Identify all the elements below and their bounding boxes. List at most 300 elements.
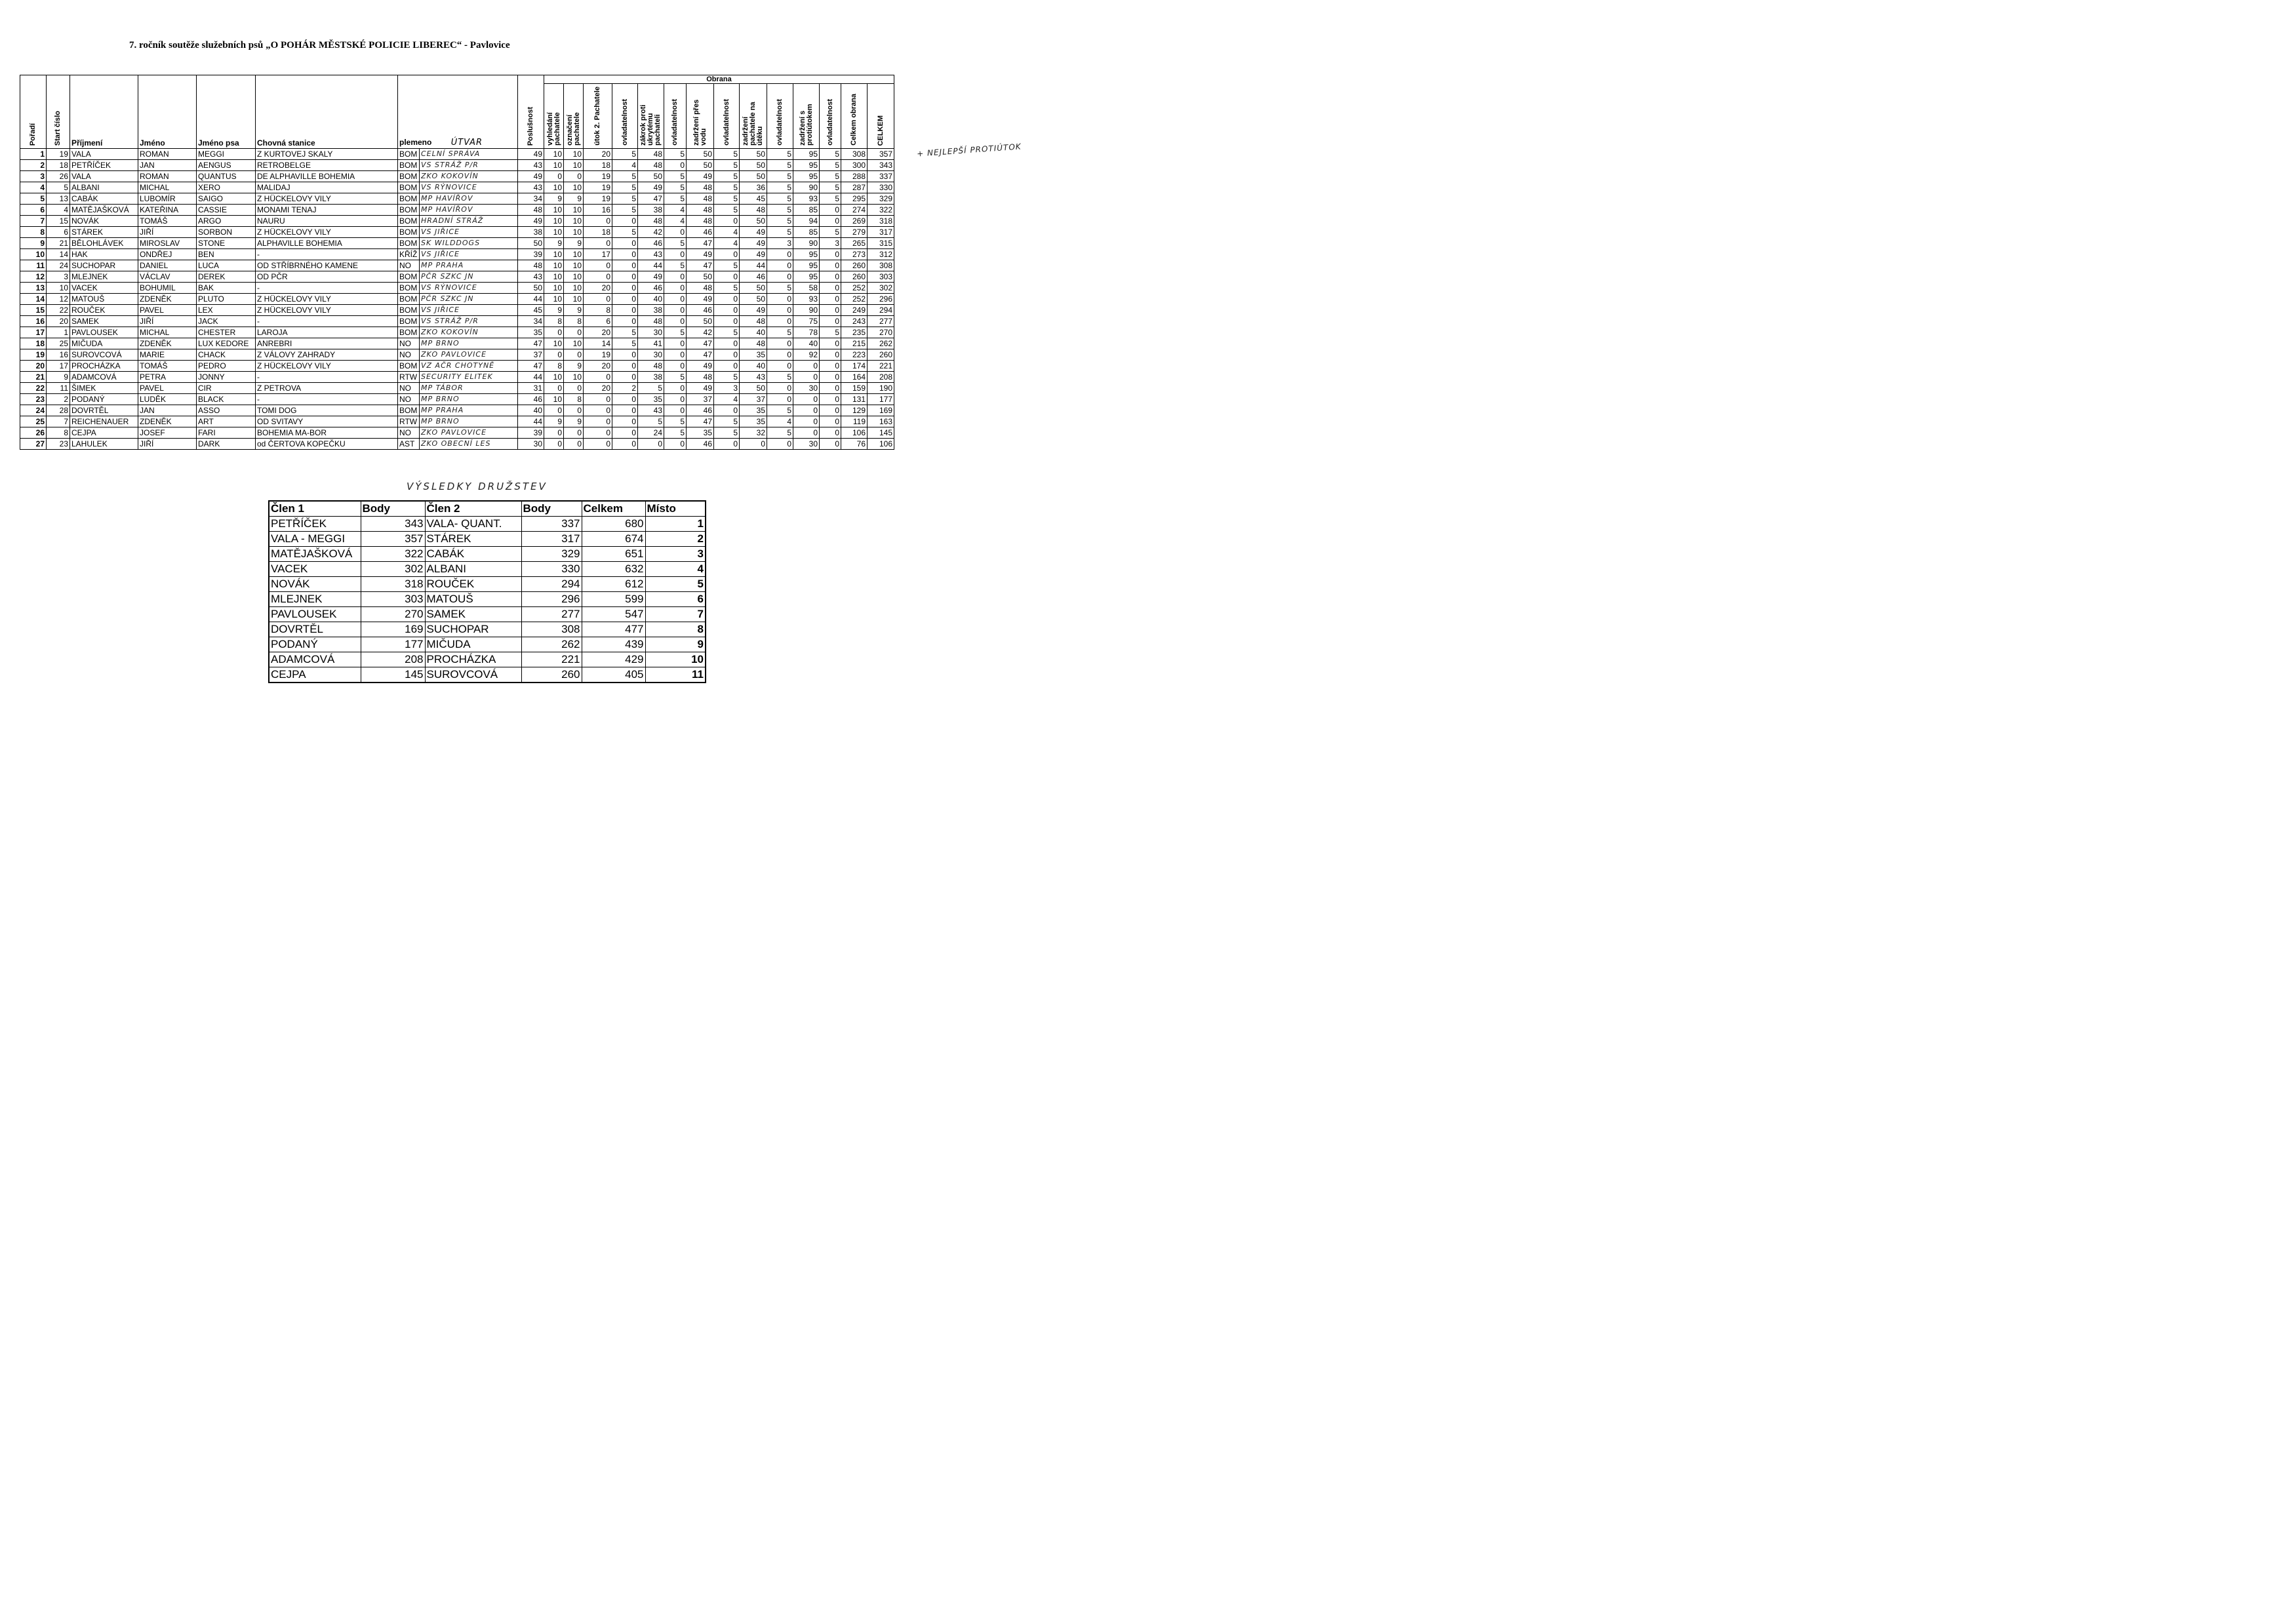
cell-control1: 0 (612, 361, 638, 372)
cell-unit: MP PRAHA (420, 260, 518, 271)
cell-rank: 8 (20, 227, 47, 238)
cell-search: 0 (544, 427, 564, 439)
table-row (20, 249, 894, 260)
cell-obedience: 50 (518, 283, 544, 294)
cell-attack2: 19 (584, 349, 612, 361)
cell-identify: 10 (564, 182, 584, 193)
cell-kennel: Z KURTOVEJ SKALY (256, 149, 398, 160)
table-row (20, 394, 894, 405)
team-cell-team-total: 632 (582, 562, 645, 577)
cell-total: 190 (868, 383, 894, 394)
cell-counterattack: 94 (793, 216, 820, 227)
cell-breed: NO (398, 349, 420, 361)
table-row (20, 361, 894, 372)
cell-identify: 0 (564, 405, 584, 416)
cell-dog-name: FARI (197, 427, 256, 439)
team-results-body (269, 517, 706, 683)
cell-breed: BOM (398, 182, 420, 193)
cell-control3: 5 (714, 260, 740, 271)
cell-rank: 24 (20, 405, 47, 416)
cell-obedience: 48 (518, 260, 544, 271)
header-ovl3: ovladatelnost (714, 84, 740, 149)
cell-control1: 2 (612, 383, 638, 394)
cell-rank: 27 (20, 439, 47, 450)
cell-control4: 0 (767, 271, 793, 283)
cell-obedience: 45 (518, 305, 544, 316)
cell-control4: 0 (767, 260, 793, 271)
team-cell-team-total: 429 (582, 652, 645, 667)
team-header-misto: Místo (645, 501, 706, 517)
cell-first-name: ZDENĚK (138, 338, 197, 349)
cell-counterattack: 30 (793, 383, 820, 394)
cell-defense-total: 295 (841, 193, 868, 205)
cell-escape: 50 (740, 283, 767, 294)
cell-breed: BOM (398, 405, 420, 416)
cell-breed: BOM (398, 171, 420, 182)
cell-surname: MATĚJAŠKOVÁ (70, 205, 138, 216)
cell-dog-name: ASSO (197, 405, 256, 416)
cell-first-name: MARIE (138, 349, 197, 361)
cell-kennel: RETROBELGE (256, 160, 398, 171)
team-cell-member2: ROUČEK (425, 577, 521, 592)
cell-control3: 0 (714, 305, 740, 316)
cell-search: 9 (544, 238, 564, 249)
cell-dog-name: JONNY (197, 372, 256, 383)
cell-attack2: 0 (584, 394, 612, 405)
cell-control2: 0 (664, 271, 687, 283)
page-title: 7. ročník soutěže služebních psů „O POHÁR MĚSTSKÉ POLICIE LIBEREC“ - Pavlovice (129, 40, 510, 50)
cell-control4: 0 (767, 294, 793, 305)
cell-total: 177 (868, 394, 894, 405)
cell-kennel: od ČERTOVA KOPEČKU (256, 439, 398, 450)
header-ovl2: ovladatelnost (664, 84, 687, 149)
cell-kennel: MALIDAJ (256, 182, 398, 193)
cell-first-name: JIŘÍ (138, 439, 197, 450)
team-cell-place: 7 (645, 607, 706, 622)
cell-control4: 0 (767, 338, 793, 349)
cell-kennel: ALPHAVILLE BOHEMIA (256, 238, 398, 249)
cell-control5: 0 (820, 349, 841, 361)
cell-kennel: Z PETROVA (256, 383, 398, 394)
cell-identify: 8 (564, 316, 584, 327)
team-row (269, 652, 706, 667)
team-cell-team-total: 651 (582, 547, 645, 562)
team-cell-team-total: 547 (582, 607, 645, 622)
cell-control2: 0 (664, 294, 687, 305)
cell-obedience: 44 (518, 416, 544, 427)
cell-hidden: 41 (638, 338, 664, 349)
team-cell-member1: CEJPA (269, 667, 361, 683)
team-cell-place: 4 (645, 562, 706, 577)
cell-identify: 10 (564, 260, 584, 271)
cell-rank: 14 (20, 294, 47, 305)
team-cell-member2: MATOUŠ (425, 592, 521, 607)
cell-rank: 11 (20, 260, 47, 271)
header-plemeno-utvar (398, 75, 518, 149)
cell-control1: 0 (612, 416, 638, 427)
cell-obedience: 43 (518, 271, 544, 283)
cell-search: 0 (544, 439, 564, 450)
header-ovl5: ovladatelnost (820, 84, 841, 149)
cell-search: 10 (544, 372, 564, 383)
cell-surname: REICHENAUER (70, 416, 138, 427)
cell-escape: 35 (740, 405, 767, 416)
cell-hidden: 48 (638, 316, 664, 327)
cell-obedience: 43 (518, 160, 544, 171)
cell-dog-name: ARGO (197, 216, 256, 227)
cell-identify: 10 (564, 271, 584, 283)
cell-control4: 5 (767, 283, 793, 294)
cell-defense-total: 223 (841, 349, 868, 361)
team-cell-points1: 303 (361, 592, 425, 607)
cell-surname: CABÁK (70, 193, 138, 205)
cell-attack2: 20 (584, 361, 612, 372)
cell-control4: 5 (767, 193, 793, 205)
cell-breed: BOM (398, 227, 420, 238)
cell-total: 308 (868, 260, 894, 271)
team-row (269, 532, 706, 547)
cell-water: 49 (687, 171, 714, 182)
cell-attack2: 6 (584, 316, 612, 327)
cell-control3: 5 (714, 327, 740, 338)
cell-obedience: 46 (518, 394, 544, 405)
cell-defense-total: 106 (841, 427, 868, 439)
cell-escape: 49 (740, 305, 767, 316)
cell-dog-name: MEGGI (197, 149, 256, 160)
cell-start-number: 26 (47, 171, 70, 182)
cell-control2: 0 (664, 439, 687, 450)
cell-attack2: 0 (584, 271, 612, 283)
cell-unit: MP TÁBOR (420, 383, 518, 394)
team-cell-points2: 260 (521, 667, 582, 683)
cell-control3: 5 (714, 149, 740, 160)
cell-rank: 26 (20, 427, 47, 439)
cell-defense-total: 265 (841, 238, 868, 249)
cell-start-number: 21 (47, 238, 70, 249)
team-cell-member2: VALA- QUANT. (425, 517, 521, 532)
cell-breed: RTW (398, 416, 420, 427)
team-cell-points1: 169 (361, 622, 425, 637)
table-row (20, 216, 894, 227)
cell-unit: VS RÝNOVICE (420, 182, 518, 193)
cell-control2: 0 (664, 338, 687, 349)
cell-counterattack: 0 (793, 427, 820, 439)
cell-dog-name: ART (197, 416, 256, 427)
team-cell-points1: 208 (361, 652, 425, 667)
cell-obedience: 49 (518, 149, 544, 160)
team-cell-member2: SAMEK (425, 607, 521, 622)
cell-obedience: 39 (518, 427, 544, 439)
cell-kennel: - (256, 372, 398, 383)
cell-control3: 5 (714, 427, 740, 439)
cell-control5: 0 (820, 294, 841, 305)
header-zadrzeni-voda: zadržení přes vodu (687, 84, 714, 149)
cell-first-name: BOHUMIL (138, 283, 197, 294)
cell-control1: 0 (612, 405, 638, 416)
cell-kennel: LAROJA (256, 327, 398, 338)
cell-counterattack: 90 (793, 182, 820, 193)
cell-control2: 5 (664, 327, 687, 338)
cell-surname: BĚLOHLÁVEK (70, 238, 138, 249)
cell-defense-total: 252 (841, 294, 868, 305)
cell-control1: 5 (612, 193, 638, 205)
cell-surname: ROUČEK (70, 305, 138, 316)
cell-control5: 0 (820, 216, 841, 227)
cell-breed: BOM (398, 238, 420, 249)
cell-counterattack: 95 (793, 271, 820, 283)
cell-control2: 0 (664, 249, 687, 260)
team-cell-place: 11 (645, 667, 706, 683)
cell-total: 330 (868, 182, 894, 193)
cell-first-name: TOMÁŠ (138, 361, 197, 372)
cell-control2: 5 (664, 260, 687, 271)
cell-obedience: 47 (518, 361, 544, 372)
team-cell-member1: MATĚJAŠKOVÁ (269, 547, 361, 562)
table-row (20, 160, 894, 171)
team-cell-place: 3 (645, 547, 706, 562)
cell-kennel: ANREBRI (256, 338, 398, 349)
cell-dog-name: XERO (197, 182, 256, 193)
cell-water: 46 (687, 227, 714, 238)
cell-dog-name: DARK (197, 439, 256, 450)
cell-defense-total: 273 (841, 249, 868, 260)
team-row (269, 547, 706, 562)
team-cell-points1: 357 (361, 532, 425, 547)
cell-control1: 5 (612, 227, 638, 238)
cell-control4: 5 (767, 149, 793, 160)
cell-hidden: 50 (638, 171, 664, 182)
cell-control4: 5 (767, 160, 793, 171)
team-cell-points2: 308 (521, 622, 582, 637)
cell-attack2: 18 (584, 227, 612, 238)
team-cell-place: 8 (645, 622, 706, 637)
cell-control4: 5 (767, 205, 793, 216)
cell-attack2: 0 (584, 238, 612, 249)
cell-first-name: TOMÁŠ (138, 216, 197, 227)
cell-control1: 0 (612, 260, 638, 271)
cell-dog-name: DEREK (197, 271, 256, 283)
cell-first-name: MICHAL (138, 327, 197, 338)
team-header-clen1: Člen 1 (269, 501, 361, 517)
table-row (20, 316, 894, 327)
cell-rank: 22 (20, 383, 47, 394)
cell-water: 48 (687, 205, 714, 216)
cell-total: 260 (868, 349, 894, 361)
cell-breed: NO (398, 338, 420, 349)
team-row (269, 622, 706, 637)
cell-identify: 10 (564, 160, 584, 171)
cell-control2: 5 (664, 193, 687, 205)
table-row (20, 416, 894, 427)
cell-control3: 5 (714, 283, 740, 294)
team-header-body1: Body (361, 501, 425, 517)
cell-search: 10 (544, 394, 564, 405)
cell-start-number: 9 (47, 372, 70, 383)
cell-surname: VALA (70, 171, 138, 182)
cell-escape: 46 (740, 271, 767, 283)
team-cell-place: 10 (645, 652, 706, 667)
cell-unit: MP BRNO (420, 338, 518, 349)
cell-breed: NO (398, 427, 420, 439)
team-cell-points1: 318 (361, 577, 425, 592)
cell-escape: 49 (740, 238, 767, 249)
team-row (269, 517, 706, 532)
cell-escape: 48 (740, 338, 767, 349)
cell-attack2: 19 (584, 171, 612, 182)
cell-hidden: 38 (638, 205, 664, 216)
cell-kennel: OD PČR (256, 271, 398, 283)
cell-counterattack: 85 (793, 205, 820, 216)
team-header-body2: Body (521, 501, 582, 517)
cell-start-number: 3 (47, 271, 70, 283)
cell-unit: VS JIŘICE (420, 305, 518, 316)
cell-rank: 10 (20, 249, 47, 260)
cell-total: 270 (868, 327, 894, 338)
cell-breed: BOM (398, 327, 420, 338)
cell-control2: 5 (664, 171, 687, 182)
cell-control2: 0 (664, 160, 687, 171)
team-cell-points1: 302 (361, 562, 425, 577)
team-cell-points2: 277 (521, 607, 582, 622)
cell-escape: 43 (740, 372, 767, 383)
cell-control1: 0 (612, 427, 638, 439)
cell-control5: 0 (820, 271, 841, 283)
cell-hidden: 49 (638, 271, 664, 283)
cell-obedience: 31 (518, 383, 544, 394)
cell-defense-total: 279 (841, 227, 868, 238)
cell-unit: MP HAVÍŘOV (420, 193, 518, 205)
cell-search: 8 (544, 361, 564, 372)
cell-control4: 0 (767, 249, 793, 260)
table-row (20, 405, 894, 416)
cell-hidden: 5 (638, 416, 664, 427)
cell-water: 49 (687, 294, 714, 305)
table-row (20, 383, 894, 394)
cell-unit: VZ AČR CHOTYNĚ (420, 361, 518, 372)
cell-defense-total: 119 (841, 416, 868, 427)
cell-kennel: TOMI DOG (256, 405, 398, 416)
cell-surname: HAK (70, 249, 138, 260)
cell-escape: 44 (740, 260, 767, 271)
cell-control4: 5 (767, 216, 793, 227)
cell-control4: 4 (767, 416, 793, 427)
cell-surname: PROCHÁZKA (70, 361, 138, 372)
cell-identify: 10 (564, 249, 584, 260)
cell-control1: 4 (612, 160, 638, 171)
cell-surname: NOVÁK (70, 216, 138, 227)
cell-first-name: PAVEL (138, 305, 197, 316)
cell-escape: 36 (740, 182, 767, 193)
cell-control3: 0 (714, 271, 740, 283)
cell-attack2: 19 (584, 182, 612, 193)
cell-obedience: 35 (518, 327, 544, 338)
cell-control3: 0 (714, 405, 740, 416)
cell-rank: 17 (20, 327, 47, 338)
table-row (20, 439, 894, 450)
cell-control3: 0 (714, 216, 740, 227)
cell-counterattack: 30 (793, 439, 820, 450)
cell-identify: 9 (564, 193, 584, 205)
cell-water: 48 (687, 372, 714, 383)
cell-defense-total: 249 (841, 305, 868, 316)
cell-rank: 2 (20, 160, 47, 171)
cell-defense-total: 260 (841, 260, 868, 271)
cell-control1: 5 (612, 171, 638, 182)
cell-unit: SECURITY ELITEK (420, 372, 518, 383)
cell-control5: 0 (820, 249, 841, 260)
cell-obedience: 34 (518, 193, 544, 205)
cell-control2: 0 (664, 227, 687, 238)
header-ovl4: ovladatelnost (767, 84, 793, 149)
cell-identify: 10 (564, 372, 584, 383)
cell-attack2: 0 (584, 416, 612, 427)
cell-kennel: - (256, 249, 398, 260)
cell-first-name: PETRA (138, 372, 197, 383)
cell-water: 50 (687, 316, 714, 327)
cell-escape: 37 (740, 394, 767, 405)
cell-identify: 10 (564, 283, 584, 294)
cell-dog-name: BEN (197, 249, 256, 260)
header-oznaceni: označení pachatele (564, 84, 584, 149)
cell-hidden: 38 (638, 372, 664, 383)
cell-unit: VS STRÁŽ P/R (420, 160, 518, 171)
cell-water: 46 (687, 439, 714, 450)
cell-start-number: 17 (47, 361, 70, 372)
cell-defense-total: 215 (841, 338, 868, 349)
cell-start-number: 13 (47, 193, 70, 205)
team-cell-points2: 337 (521, 517, 582, 532)
cell-control2: 0 (664, 405, 687, 416)
cell-rank: 5 (20, 193, 47, 205)
cell-breed: KŘÍŽ (398, 249, 420, 260)
cell-start-number: 6 (47, 227, 70, 238)
cell-control1: 0 (612, 439, 638, 450)
cell-water: 47 (687, 260, 714, 271)
cell-attack2: 0 (584, 216, 612, 227)
cell-control1: 5 (612, 338, 638, 349)
cell-water: 46 (687, 405, 714, 416)
header-poslusnost: Poslušnost (518, 75, 544, 149)
cell-search: 10 (544, 227, 564, 238)
cell-control5: 5 (820, 149, 841, 160)
header-jmeno: Jméno (138, 75, 197, 149)
cell-escape: 50 (740, 149, 767, 160)
cell-hidden: 30 (638, 349, 664, 361)
team-row (269, 592, 706, 607)
cell-control3: 0 (714, 349, 740, 361)
cell-unit: HRADNÍ STRÁŽ (420, 216, 518, 227)
cell-breed: BOM (398, 316, 420, 327)
cell-unit: MP PRAHA (420, 405, 518, 416)
cell-water: 50 (687, 149, 714, 160)
cell-counterattack: 0 (793, 416, 820, 427)
cell-search: 10 (544, 149, 564, 160)
cell-water: 42 (687, 327, 714, 338)
cell-control4: 0 (767, 383, 793, 394)
cell-rank: 21 (20, 372, 47, 383)
cell-control4: 5 (767, 405, 793, 416)
cell-unit: ZKO PAVLOVICE (420, 349, 518, 361)
cell-water: 46 (687, 305, 714, 316)
cell-water: 50 (687, 160, 714, 171)
cell-first-name: KATEŘINA (138, 205, 197, 216)
cell-defense-total: 252 (841, 283, 868, 294)
team-cell-points1: 145 (361, 667, 425, 683)
cell-counterattack: 78 (793, 327, 820, 338)
cell-start-number: 20 (47, 316, 70, 327)
cell-attack2: 20 (584, 283, 612, 294)
cell-breed: BOM (398, 216, 420, 227)
